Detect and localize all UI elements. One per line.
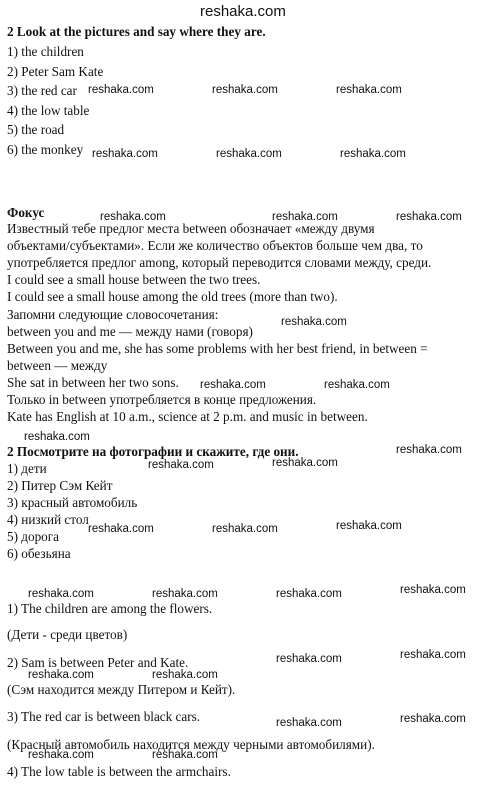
- watermark-text: reshaka.com: [324, 379, 390, 391]
- watermark-text: reshaka.com: [281, 316, 347, 328]
- focus-line: употребляется предлог among, который переводится словами между, среди.: [7, 255, 432, 270]
- answer-line: 1) The children are among the flowers.: [7, 601, 213, 616]
- exercise-heading-ru: 2 Посмотрите на фотографии и скажите, где они.: [7, 444, 299, 459]
- focus-line: I could see a small house between the two trees.: [7, 272, 261, 287]
- watermark-text: reshaka.com: [28, 749, 94, 761]
- focus-line: between — между: [7, 358, 108, 373]
- watermark-text: reshaka.com: [88, 84, 154, 96]
- watermark-text: reshaka.com: [216, 148, 282, 160]
- watermark-text: reshaka.com: [212, 523, 278, 535]
- watermark-text: reshaka.com: [152, 669, 218, 681]
- watermark-text: reshaka.com: [100, 211, 166, 223]
- focus-line: Запомни следующие словосочетания:: [7, 307, 219, 322]
- watermark-text: reshaka.com: [396, 211, 462, 223]
- exercise-item-en: 4) the low table: [7, 103, 90, 118]
- watermark-text: reshaka.com: [152, 749, 218, 761]
- watermark-text: reshaka.com: [276, 588, 342, 600]
- watermark-text: reshaka.com: [200, 3, 286, 20]
- watermark-text: reshaka.com: [400, 584, 466, 596]
- watermark-text: reshaka.com: [28, 588, 94, 600]
- exercise-item-en: 1) the children: [7, 44, 84, 59]
- exercise-item-ru: 2) Питер Сэм Кейт: [7, 478, 113, 493]
- watermark-text: reshaka.com: [28, 669, 94, 681]
- watermark-text: reshaka.com: [92, 148, 158, 160]
- watermark-text: reshaka.com: [200, 379, 266, 391]
- watermark-text: reshaka.com: [276, 653, 342, 665]
- focus-line: She sat in between her two sons.: [7, 375, 179, 390]
- watermark-text: reshaka.com: [336, 520, 402, 532]
- answer-line: 2) Sam is between Peter and Kate.: [7, 655, 189, 670]
- focus-line: between you and me — между нами (говоря): [7, 324, 253, 339]
- focus-line: Kate has English at 10 a.m., science at 2 p.m. and music in between.: [7, 409, 368, 424]
- watermark-text: reshaka.com: [400, 713, 466, 725]
- focus-line: I could see a small house among the old trees (more than two).: [7, 289, 338, 304]
- watermark-text: reshaka.com: [340, 148, 406, 160]
- exercise-item-ru: 5) дорога: [7, 529, 60, 544]
- answer-line: (Дети - среди цветов): [7, 627, 128, 642]
- watermark-text: reshaka.com: [336, 84, 402, 96]
- focus-line: Известный тебе предлог места between обозначает «между двумя: [7, 221, 375, 236]
- watermark-text: reshaka.com: [400, 649, 466, 661]
- watermark-text: reshaka.com: [272, 457, 338, 469]
- answer-line: (Красный автомобиль находится между черными автомобилями).: [7, 737, 375, 752]
- exercise-item-ru: 1) дети: [7, 461, 47, 476]
- watermark-text: reshaka.com: [88, 523, 154, 535]
- exercise-heading-en: 2 Look at the pictures and say where they are.: [7, 24, 266, 39]
- exercise-item-ru: 4) низкий стол: [7, 512, 89, 527]
- watermark-text: reshaka.com: [396, 444, 462, 456]
- watermark-text: reshaka.com: [276, 717, 342, 729]
- exercise-item-en: 6) the monkey: [7, 142, 84, 157]
- exercise-item-en: 3) the red car: [7, 83, 77, 98]
- answer-line: (Сэм находится между Питером и Кейт).: [7, 682, 236, 697]
- exercise-item-ru: 3) красный автомобиль: [7, 495, 138, 510]
- exercise-item-en: 2) Peter Sam Kate: [7, 64, 104, 79]
- watermark-text: reshaka.com: [272, 211, 338, 223]
- answer-line: 4) The low table is between the armchairs.: [7, 764, 231, 779]
- watermark-text: reshaka.com: [152, 588, 218, 600]
- focus-heading: Фокус: [7, 205, 45, 220]
- exercise-item-en: 5) the road: [7, 122, 65, 137]
- answer-line: 3) The red car is between black cars.: [7, 709, 201, 724]
- watermark-text: reshaka.com: [212, 84, 278, 96]
- watermark-text: reshaka.com: [148, 459, 214, 471]
- focus-line: Between you and me, she has some problems with her best friend, in between =: [7, 341, 428, 356]
- exercise-item-ru: 6) обезьяна: [7, 546, 71, 561]
- focus-line: объектами/субъектами». Если же количество объектов больше чем два, то: [7, 238, 423, 253]
- watermark-text: reshaka.com: [24, 431, 90, 443]
- focus-line: Только in between употребляется в конце предложения.: [7, 392, 317, 407]
